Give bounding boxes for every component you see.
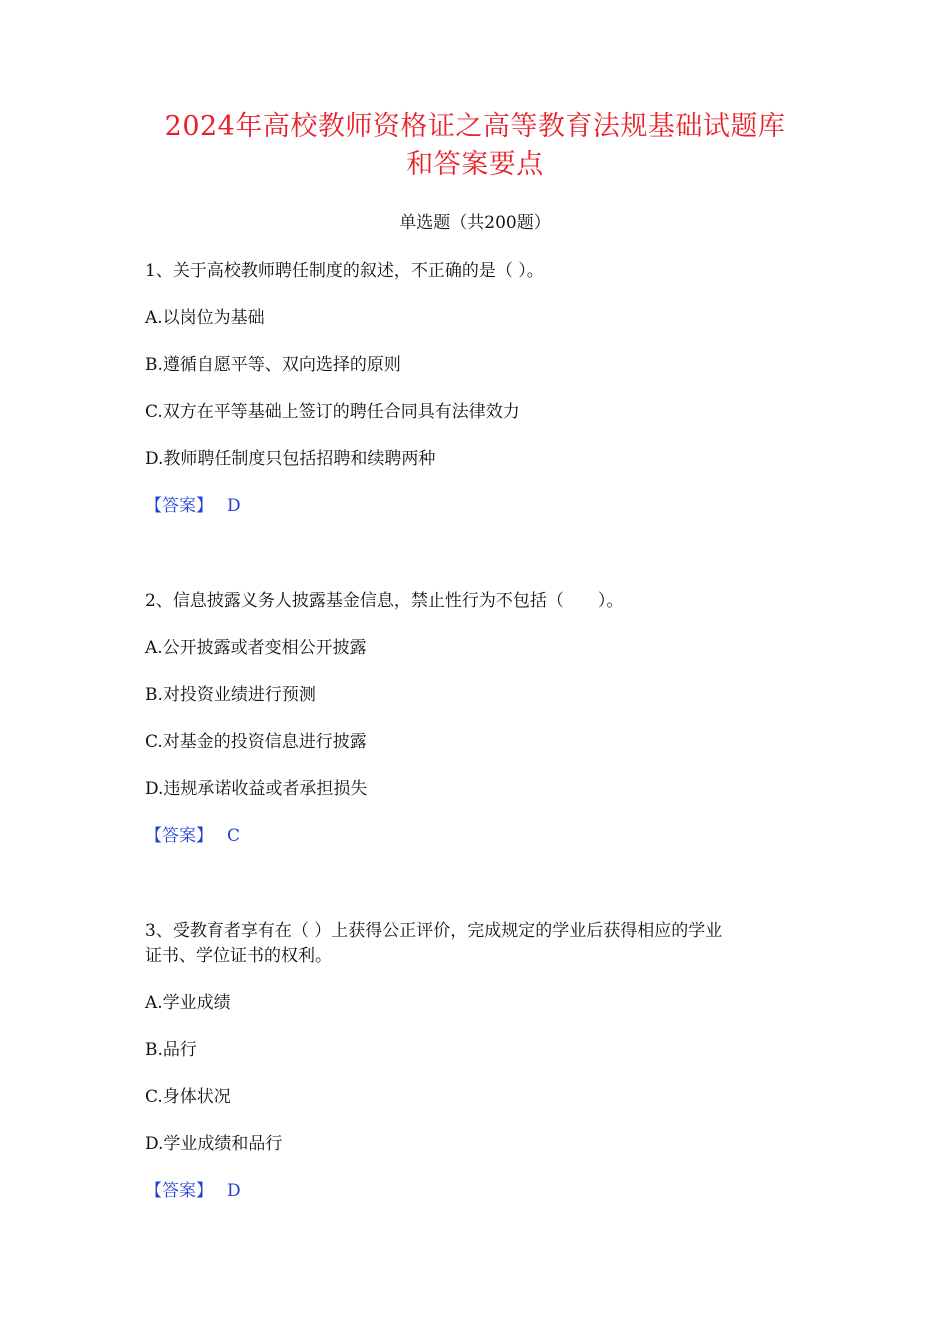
question-3-option-c: C.身体状况 (145, 1087, 231, 1107)
question-2-answer (145, 823, 810, 849)
question-3-option-d: D.学业成绩和品行 (145, 1134, 283, 1154)
question-3-option-b: B.品行 (145, 1040, 197, 1060)
title-line-2: 和答案要点 (406, 149, 544, 180)
question-2-option-b: B.对投资业绩进行预测 (145, 685, 316, 705)
question-1-option-d: D.教师聘任制度只包括招聘和续聘两种 (145, 449, 436, 469)
section-heading: 单选题（共200题） (399, 213, 551, 233)
question-3-answer (145, 1178, 810, 1204)
question-1-option-c: C.双方在平等基础上签订的聘任合同具有法律效力 (145, 402, 520, 422)
answer-value: D (227, 496, 241, 516)
answer-label: 【答案】 (145, 496, 213, 516)
answer-label: 【答案】 (145, 826, 213, 846)
answer-label: 【答案】 (145, 1181, 213, 1201)
question-2-option-d: D.违规承诺收益或者承担损失 (145, 779, 368, 799)
question-2-stem: 2、信息披露义务人披露基金信息，禁止性行为不包括（ ）。 (145, 591, 624, 611)
question-1-stem: 1、关于高校教师聘任制度的叙述，不正确的是（ ）。 (145, 261, 544, 281)
document-title (140, 108, 810, 184)
question-3-stem-line-1: 3、受教育者享有在（ ）上获得公正评价，完成规定的学业后获得相应的学业 (145, 921, 723, 941)
question-1-option-a: A.以岗位为基础 (145, 308, 265, 328)
title-line-1: 2024年高校教师资格证之高等教育法规基础试题库 (164, 111, 786, 142)
question-3-option-a: A.学业成绩 (145, 993, 231, 1013)
question-2-option-a: A.公开披露或者变相公开披露 (145, 638, 367, 658)
answer-value: D (227, 1181, 241, 1201)
question-2-option-c: C.对基金的投资信息进行披露 (145, 732, 367, 752)
question-1-option-b: B.遵循自愿平等、双向选择的原则 (145, 355, 401, 375)
question-3-stem-line-2: 证书、学位证书的权利。 (145, 946, 332, 966)
answer-value: C (227, 826, 241, 846)
question-1-answer (145, 493, 810, 519)
